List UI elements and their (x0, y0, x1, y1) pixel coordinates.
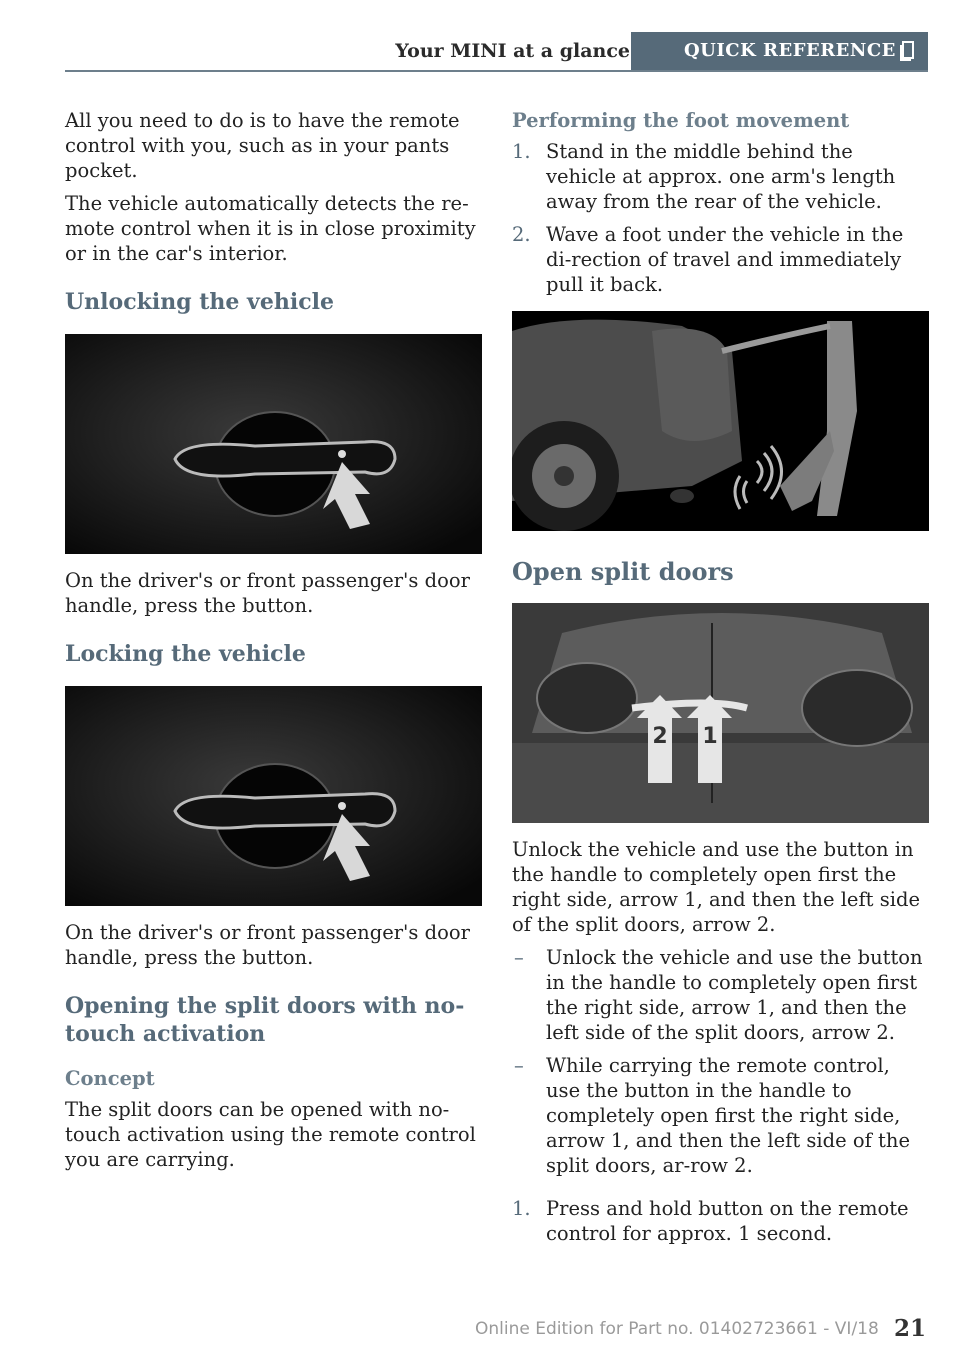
bullet-item (512, 945, 929, 1045)
header-rule (65, 70, 928, 72)
edition-note: Online Edition for Part no. 01402723661 - VI/18 (475, 1319, 879, 1339)
intro-paragraph-1: All you need to do is to have the remote control with you, such as in your pants pocket. (65, 109, 460, 182)
lock-heading: Locking the vehicle (65, 641, 306, 667)
step-text: Press and hold button on the remote control for approx. 1 second. (546, 1197, 909, 1245)
split-doors-heading: Opening the split doors with no-touch activation (65, 993, 465, 1047)
bullet-text: Unlock the vehicle and use the button in the handle to completely open first the right side, arrow 1, and then the left side of the split doors, arrow 2. (546, 946, 923, 1044)
foot-movement-image (512, 311, 929, 531)
left-column (65, 108, 482, 1180)
concept-heading: Concept (65, 1067, 155, 1090)
arrow-1-label: 1 (702, 724, 718, 749)
bullet-item (512, 1053, 929, 1178)
bullet-dash: – (514, 946, 524, 969)
header-section-title: Your MINI at a glance (395, 40, 630, 62)
step-text: Wave a foot under the vehicle in the di-rection of travel and immediately pull it back. (546, 223, 904, 296)
bullet-dash: – (514, 1054, 524, 1077)
open-split-doors-heading: Open split doors (512, 557, 734, 586)
right-column (512, 108, 929, 1254)
step-number: 1. (512, 140, 531, 163)
split-doors-image (512, 603, 929, 823)
step-text: Stand in the middle behind the vehicle at approx. one arm's length away from the rear of the vehicle. (546, 140, 896, 213)
step-number: 1. (512, 1197, 531, 1220)
lock-instruction: On the driver's or front passenger's door handle, press the button. (65, 921, 470, 969)
open-split-doors-text: Unlock the vehicle and use the button in the handle to completely open first the right side, arrow 1, and then the left side of the split doors, arrow 2. (512, 838, 920, 936)
unlock-instruction: On the driver's or front passenger's door handle, press the button. (65, 569, 470, 617)
bullet-text: While carrying the remote control, use the button in the handle to completely open first the right side, arrow 1, and then the left side of the split doors, ar-row 2. (546, 1054, 910, 1177)
arrow-2-label: 2 (652, 724, 668, 749)
book-icon (898, 40, 916, 62)
step-number: 2. (512, 223, 531, 246)
press-step (512, 1196, 929, 1246)
page-footer (0, 1315, 960, 1355)
foot-movement-heading: Performing the foot movement (512, 109, 850, 132)
header-tab (631, 32, 928, 70)
page-number: 21 (893, 1315, 926, 1342)
concept-text: The split doors can be opened with no-touch activation using the remote control you are carrying. (65, 1098, 476, 1171)
unlock-heading: Unlocking the vehicle (65, 289, 334, 315)
door-handle-lock-image (65, 686, 482, 906)
intro-paragraph-2: The vehicle automatically detects the re-mote control when it is in close proximity or in the car's interior. (65, 192, 476, 265)
foot-step (512, 222, 929, 297)
foot-step (512, 139, 929, 214)
door-handle-unlock-image (65, 334, 482, 554)
header-tab-label: QUICK REFERENCE (684, 40, 896, 61)
